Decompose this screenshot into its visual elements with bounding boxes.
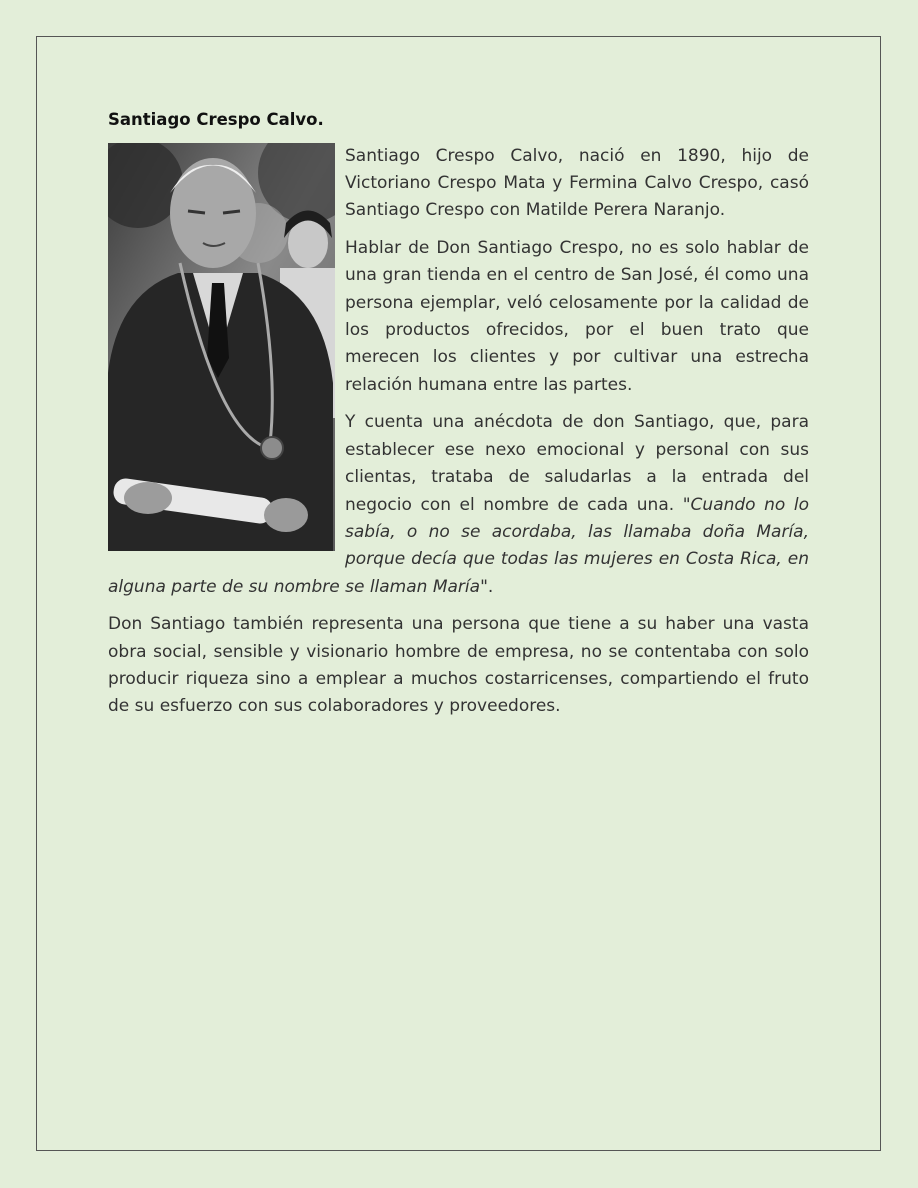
paragraph-2: Hablar de Don Santiago Crespo, no es solo hablar de una gran tienda en el centro de San José, él como una persona ejemplar, veló celosamente por la calidad de los productos ofrecidos, por el buen trato que merecen los clientes y por cultivar una estrecha relación humana entre las partes. [345,237,809,395]
paragraph-3-text: Y cuenta una anécdota de don Santiago, que, para establecer ese nexo emocional y personal con sus clientas, trataba de saludarlas a la entrada del negocio con el nombre de cada una. " [345,412,809,515]
portrait-photo [108,143,335,551]
document-title: Santiago Crespo Calvo. [108,110,324,129]
paragraph-1: Santiago Crespo Calvo, nació en 1890, hijo de Victoriano Crespo Mata y Fermina Calvo Crespo, casó Santiago Crespo con Matilde Perera Naranjo. [345,145,809,221]
paragraph-3-end: ". [480,576,494,597]
paragraph-4: Don Santiago también representa una persona que tiene a su haber una vasta obra social, sensible y visionario hombre de empresa, no se contentaba con solo producir riqueza sino a emplear a muchos costarricenses, compartiendo el fruto de su esfuerzo con sus colaboradores y proveedores. [108,614,809,717]
quote-text: Cuando no lo sabía, o no se acordaba, las llamaba doña María, porque decía que todas las mujeres en Costa Rica, en alguna parte de su nombre se llaman María [108,494,809,597]
document-body [108,110,809,731]
